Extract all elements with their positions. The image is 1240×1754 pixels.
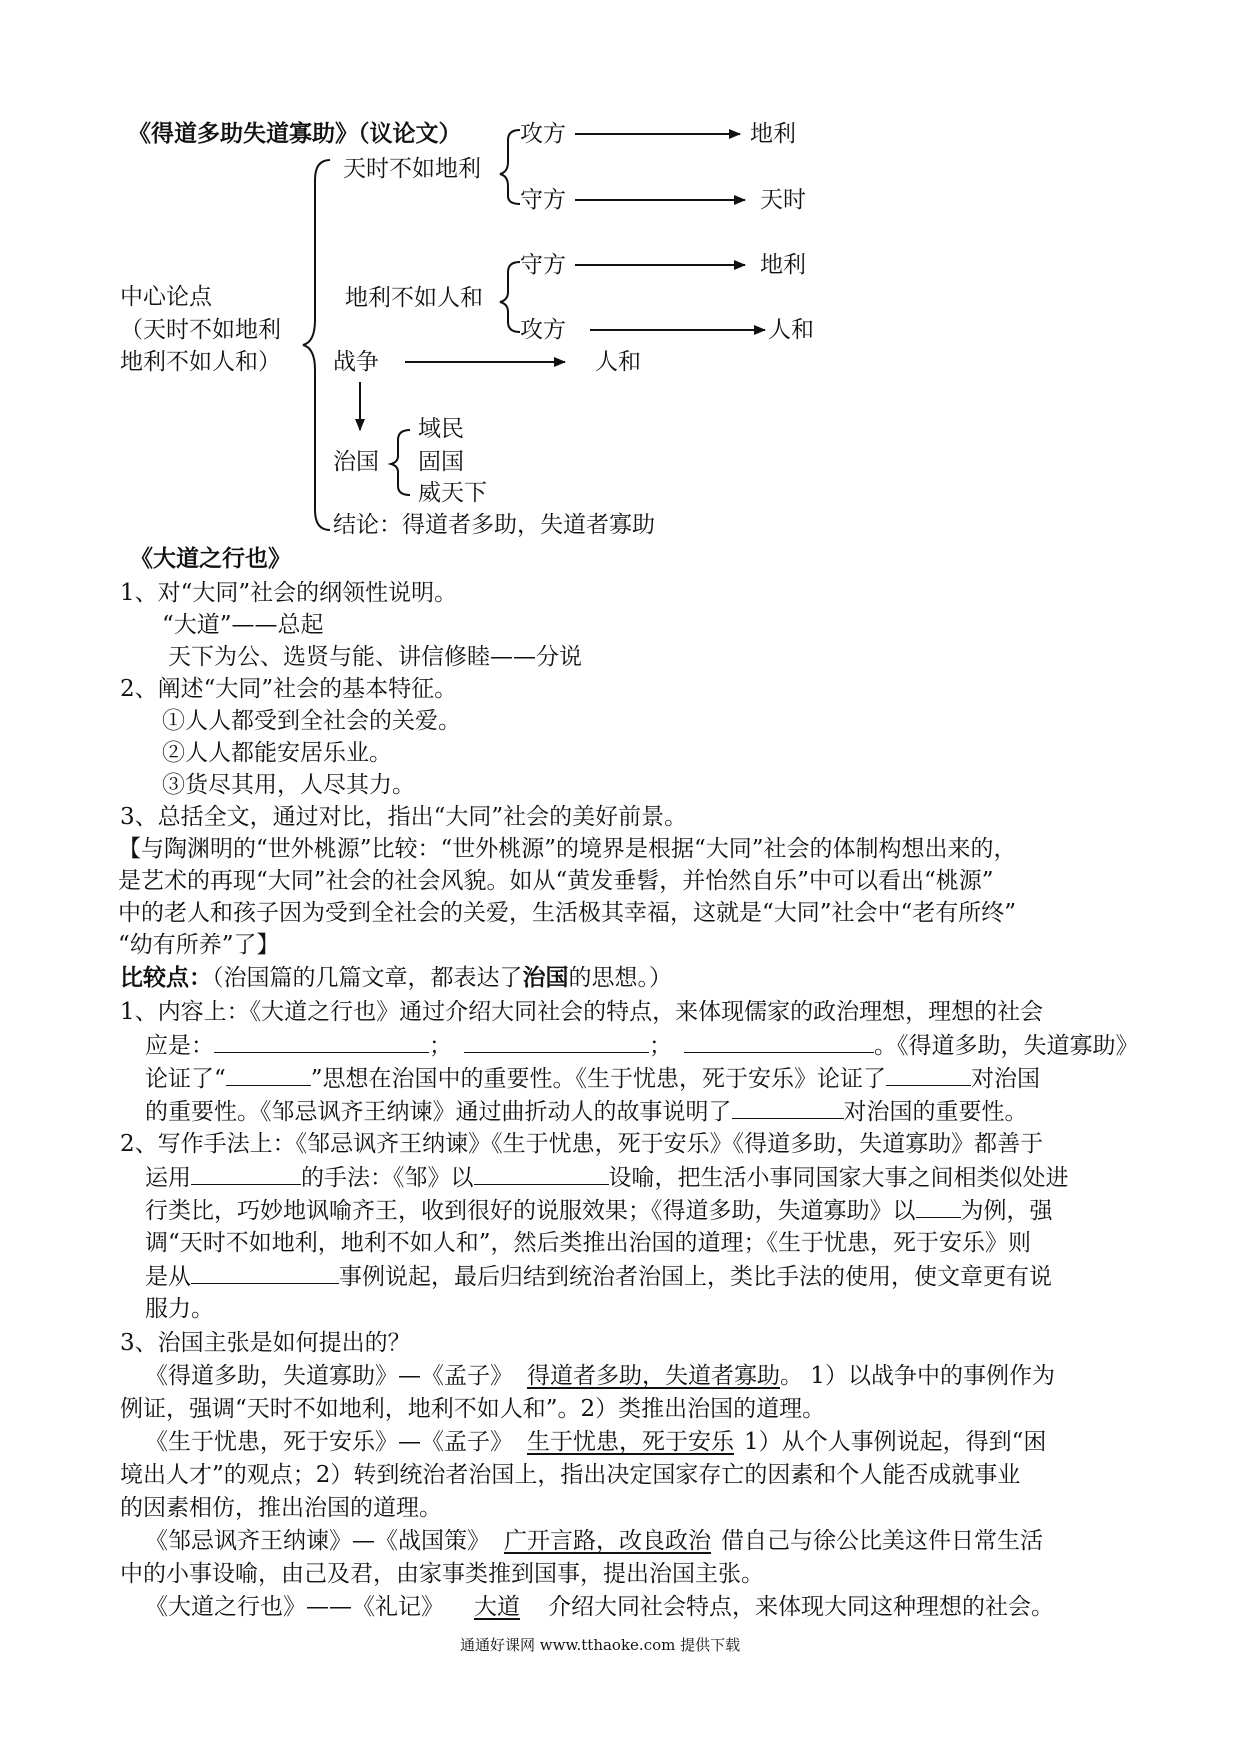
item1-line3-a: 论证了“ <box>145 1066 226 1092</box>
blank-case[interactable] <box>191 1261 339 1284</box>
row2-line1 <box>145 1427 1046 1457</box>
row3-claim: 广开言路，改良政治 <box>504 1528 711 1554</box>
item2-line5 <box>145 1261 1052 1292</box>
compare-intro-b: 的思想。） <box>568 965 672 991</box>
item2-line2-b: 的手法：《邹》以 <box>301 1165 474 1191</box>
sep-1: ； <box>429 1033 452 1059</box>
dadao-point-3: 3、总括全文，通过对比，指出“大同”社会的美好前景。 <box>120 804 688 830</box>
brace-dili <box>500 262 520 332</box>
brace-zhiguo <box>391 430 410 495</box>
zhiguo-item-1: 域民 <box>418 416 464 442</box>
center-thesis-1: 中心论点 <box>120 284 212 310</box>
blank-zouji[interactable] <box>732 1096 844 1119</box>
row3-line1 <box>145 1526 1043 1556</box>
blank-ideal-2[interactable] <box>464 1030 649 1053</box>
dadao-point-2c: ③货尽其用，人尽其力。 <box>162 772 415 798</box>
blank-youhuan[interactable] <box>886 1063 971 1086</box>
node-renhe2: 人和 <box>595 349 641 375</box>
item1-line3 <box>145 1063 1040 1094</box>
row1-source: 《得道多助，失道寡助》—《孟子》 <box>145 1363 513 1389</box>
row4-line1 <box>145 1592 1054 1622</box>
row1-claim: 得道者多助，失道者寡助 <box>527 1363 780 1389</box>
item3-question: 3、治国主张是如何提出的？ <box>120 1330 411 1356</box>
argument-diagram-lines <box>0 0 1240 560</box>
node-dili: 地利不如人和 <box>345 285 483 311</box>
item1-line2-b: 。《得道多助，失道寡助》 <box>874 1033 1139 1059</box>
node-shou1: 守方 <box>520 187 566 213</box>
page-footer: 通通好课网 www.tthaoke.com 提供下载 <box>460 1636 741 1654</box>
essay-title: 《得道多助失道寡助》（议论文） <box>128 120 462 147</box>
item2-line2-a: 运用 <box>145 1165 191 1191</box>
node-zhiguo: 治国 <box>333 449 379 475</box>
dadao-point-2: 2、阐述“大同”社会的基本特征。 <box>120 676 458 702</box>
item2-line1: 2、写作手法上：《邹忌讽齐王纳谏》《生于忧患，死于安乐》《得道多助，失道寡助》都善于 <box>120 1131 1044 1157</box>
dadao-point-1b: 天下为公、选贤与能、讲信修睦——分说 <box>168 644 582 670</box>
comparison-line-2: 是艺术的再现“大同”社会的社会风貌。如从“黄发垂髫，并怡然自乐”中可以看出“桃源” <box>118 868 994 894</box>
node-shou2: 守方 <box>520 252 566 278</box>
item2-line5-b: 事例说起，最后归结到统治者治国上，类比手法的使用，使文章更有说 <box>339 1264 1052 1290</box>
row4-desc: 介绍大同社会特点，来体现大同这种理想的社会。 <box>548 1594 1054 1620</box>
item2-line2-c: 设喻，把生活小事同国家大事之间相类似处进 <box>608 1165 1069 1191</box>
row4-claim: 大道 <box>474 1594 520 1620</box>
row1-line2: 例证，强调“天时不如地利，地利不如人和”。2）类推出治国的道理。 <box>120 1396 826 1422</box>
item2-line2 <box>145 1162 1069 1193</box>
item2-line5-a: 是从 <box>145 1264 191 1290</box>
dadao-point-1a: “大道”——总起 <box>162 612 324 638</box>
compare-intro-a: （治国篇的几篇文章，都表达了 <box>212 965 523 991</box>
row2-line3: 的因素相仿，推出治国的道理。 <box>120 1495 442 1521</box>
item2-line3-b: 为例，强 <box>960 1198 1053 1224</box>
sep-2: ； <box>649 1033 672 1059</box>
compare-intro <box>120 963 672 993</box>
brace-tianshi <box>500 130 520 204</box>
blank-method[interactable] <box>191 1162 301 1185</box>
item1-line3-c: 对治国 <box>971 1066 1041 1092</box>
node-zhanzheng: 战争 <box>333 349 379 375</box>
comparison-line-1: 【与陶渊明的“世外桃源”比较：“世外桃源”的境界是根据“大同”社会的体制构想出来的， <box>118 836 1017 862</box>
dadao-point-1: 1、对“大同”社会的纲领性说明。 <box>120 580 458 606</box>
item2-line3 <box>145 1195 1053 1226</box>
blank-ideal-3[interactable] <box>684 1030 874 1053</box>
item1-line3-b: ”思想在治国中的重要性。《生于忧患，死于安乐》论证了 <box>310 1066 887 1092</box>
main-brace <box>303 160 330 530</box>
row2-line2: 境出人才”的观点；2）转到统治者治国上，指出决定国家存亡的因素和个人能否成就事业 <box>120 1462 1021 1488</box>
center-thesis-3: 地利不如人和） <box>120 349 281 375</box>
node-tianshi1: 天时 <box>760 187 806 213</box>
blank-metaphor[interactable] <box>474 1162 609 1185</box>
node-dili2: 地利 <box>760 252 806 278</box>
comparison-line-4: “幼有所养”了】 <box>118 932 280 958</box>
dadao-title: 《大道之行也》 <box>130 545 291 572</box>
row2-source: 《生于忧患，死于安乐》—《孟子》 <box>145 1429 513 1455</box>
node-conclusion: 结论：得道者多助，失道者寡助 <box>333 512 655 538</box>
row2-desc: 1）从个人事例说起，得到“困 <box>744 1429 1047 1455</box>
item1-line4 <box>145 1096 1028 1127</box>
row1-desc: 。 1）以战争中的事例作为 <box>780 1363 1055 1389</box>
zhiguo-item-2: 固国 <box>418 449 464 475</box>
item1-line1: 1、内容上：《大道之行也》通过介绍大同社会的特点，来体现儒家的政治理想，理想的社会 <box>120 999 1044 1025</box>
item2-line4: 调“天时不如地利，地利不如人和”，然后类推出治国的道理；《生于忧患，死于安乐》则 <box>145 1230 1032 1256</box>
item2-line6: 服力。 <box>145 1296 214 1322</box>
blank-ideal-1[interactable] <box>214 1030 429 1053</box>
item1-line4-a: 的重要性。《邹忌讽齐王纳谏》通过曲折动人的故事说明了 <box>145 1099 732 1125</box>
row2-claim: 生于忧患，死于安乐 <box>527 1429 734 1455</box>
compare-label: 比较点： <box>120 964 212 991</box>
row1-line1 <box>145 1361 1055 1391</box>
blank-thought[interactable] <box>226 1063 311 1086</box>
row3-source: 《邹忌讽齐王纳谏》—《战国策》 <box>145 1528 490 1554</box>
dadao-point-2b: ②人人都能安居乐业。 <box>162 740 392 766</box>
item1-line2 <box>145 1030 1139 1061</box>
row3-line2: 中的小事设喻，由己及君，由家事类推到国事，提出治国主张。 <box>120 1561 764 1587</box>
comparison-line-3: 中的老人和孩子因为受到全社会的关爱，生活极其幸福，这就是“大同”社会中“老有所终” <box>118 900 1017 926</box>
row4-source: 《大道之行也》——《礼记》 <box>145 1594 444 1620</box>
node-gong1: 攻方 <box>520 121 566 147</box>
item2-line3-a: 行类比，巧妙地讽喻齐王，收到很好的说服效果；《得道多助，失道寡助》以 <box>145 1198 916 1224</box>
item1-line2-a: 应是： <box>145 1033 214 1059</box>
dadao-point-2a: ①人人都受到全社会的关爱。 <box>162 708 461 734</box>
node-gong2: 攻方 <box>520 317 566 343</box>
node-tianshi: 天时不如地利 <box>343 156 481 182</box>
row3-desc: 借自己与徐公比美这件日常生活 <box>721 1528 1043 1554</box>
node-dili1: 地利 <box>750 121 796 147</box>
zhiguo-item-3: 威天下 <box>418 480 487 506</box>
item1-line4-b: 对治国的重要性。 <box>843 1099 1028 1125</box>
compare-intro-bold: 治国 <box>522 964 569 991</box>
blank-example[interactable] <box>916 1195 961 1218</box>
node-renhe1: 人和 <box>768 317 814 343</box>
center-thesis-2: （天时不如地利 <box>120 317 281 343</box>
